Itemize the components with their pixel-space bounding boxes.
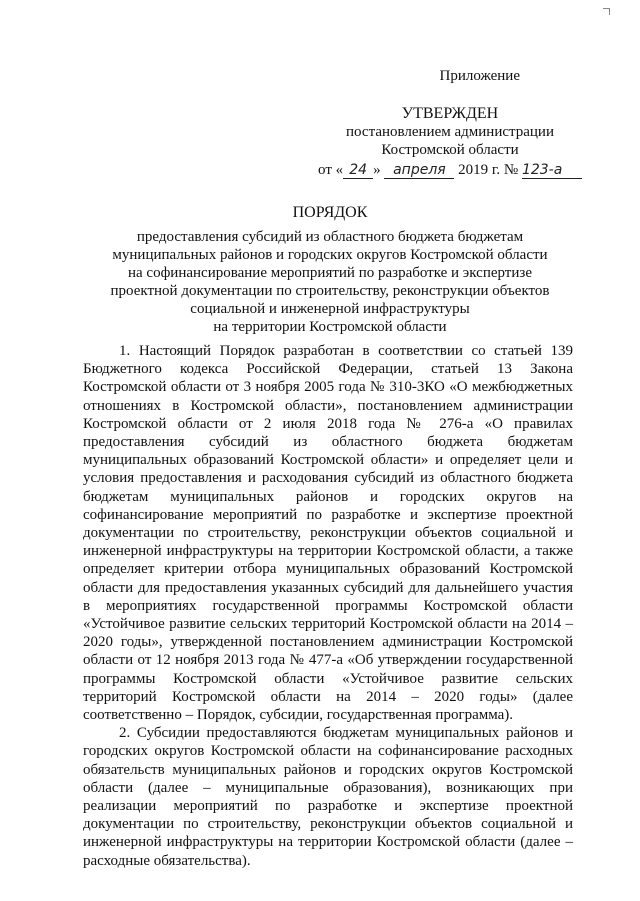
approval-line-1: постановлением администрации <box>346 124 554 140</box>
approval-date-line <box>300 161 600 179</box>
order-heading: ПОРЯДОК <box>292 204 368 221</box>
order-line: муниципальных районов и городских округов Костромской области <box>112 247 548 263</box>
date-prefix: от « <box>318 162 344 178</box>
order-line: проектной документации по строительству, реконструкции объектов <box>110 283 550 299</box>
date-day: 24 <box>343 162 373 179</box>
order-line: предоставления субсидий из областного бюджета бюджетам <box>136 229 524 245</box>
date-year: 2019 г. № <box>458 162 519 178</box>
approval-line-2: Костромской области <box>381 142 519 158</box>
date-quote-close: » <box>373 162 381 178</box>
approval-block <box>300 105 600 179</box>
approval-title: УТВЕРЖДЕН <box>401 105 499 122</box>
document-body <box>83 342 573 870</box>
paragraph-1: 1. Настоящий Порядок разработан в соответствии со статьей 139 Бюджетного кодекса Российской Федерации, статьей 13 Закона Костромской области от 3 ноября 2005 года № 310-3КО «О межбюджетных отношениях в Костромской области», постановлением администрации Костромской области от 2 июля 2018 года № 276-а «О правилах предоставления субсидий из областного бюджета бюджетам муниципальных образований Костромской области» и определяет цели и условия предоставления и расходования субсидий из областного бюджета бюджетам муниципальных районов и городских округов на софинансирование мероприятий по разработке и экспертизе проектной документации по строительству, реконструкции объектов социальной и инженерной инфраструктуры на территории Костромской области, а также определяет критерии отбора муниципальных образований Костромской области для предоставления указанных субсидий для дальнейшего участия в мероприятиях государственной программы Костромской области «Устойчивое развитие сельских территорий Костромской области на 2014 – 2020 годы», утвержденной постановлением администрации Костромской области от 12 ноября 2013 года № 477-а «Об утверждении государственной программы Костромской области «Устойчивое развитие сельских территорий Костромской области на 2014 – 2020 годы» (далее соответственно – Порядок, субсидии, государственная программа). <box>83 343 573 724</box>
order-title-block <box>80 204 580 336</box>
order-line: социальной и инженерной инфраструктуры <box>190 301 470 317</box>
paragraph-2: 2. Субсидии предоставляются бюджетам муниципальных районов и городских округов Костромской области на софинансирование расходных обязательств муниципальных районов и городских округов Костромской области (далее – муниципальные образования), возникающих при реализации мероприятий по разработке и экспертизе проектной документации по строительству, реконструкции объектов социальной и инженерной инфраструктуры на территории Костромской области (далее – расходные обязательства). <box>83 725 573 869</box>
appendix-label: Приложение <box>439 68 520 84</box>
order-line: на территории Костромской области <box>213 319 447 335</box>
decree-number: 123-а <box>522 162 582 179</box>
date-month: апреля <box>384 162 454 179</box>
corner-mark <box>603 8 610 15</box>
order-line: на софинансирование мероприятий по разработке и экспертизе <box>128 265 532 281</box>
